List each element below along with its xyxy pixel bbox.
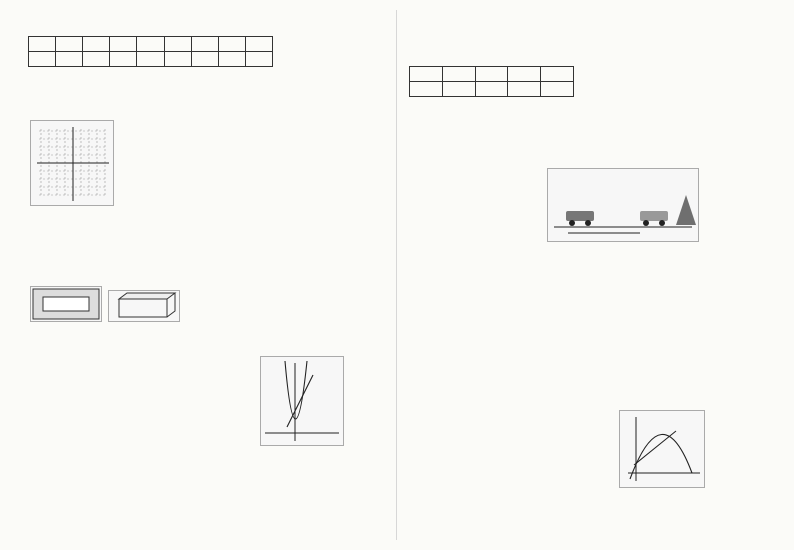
q23-line2 <box>409 350 779 360</box>
q18-cell <box>110 52 137 67</box>
q21b-cell <box>442 82 475 97</box>
q23-sub1 <box>413 364 773 374</box>
q19-sub1 <box>30 262 360 272</box>
q18-cell <box>56 52 83 67</box>
q21b-cell <box>508 82 541 97</box>
q23-sub2 <box>413 376 773 386</box>
q18-table <box>28 36 273 67</box>
q18-cell <box>218 37 245 52</box>
q18-cell <box>245 52 272 67</box>
q20-parabola-figure <box>260 356 344 446</box>
q18-cell <box>110 37 137 52</box>
q18-grid-figure <box>30 120 114 206</box>
q18-cell <box>83 52 110 67</box>
q19-sheet-figure <box>30 286 102 322</box>
q19-box-figure <box>108 290 180 322</box>
q21b-table <box>409 66 574 97</box>
q18-cell <box>137 52 164 67</box>
q21b-line2 <box>409 54 779 64</box>
q18-cell <box>56 37 83 52</box>
q19-sub2 <box>30 274 360 284</box>
q19-line2 <box>26 250 371 260</box>
section-three-title <box>409 246 749 258</box>
q21b-cell <box>508 67 541 82</box>
q18-cell <box>83 37 110 52</box>
q21-line3 <box>26 482 371 492</box>
q21b-cell <box>475 82 508 97</box>
q21b-cell <box>410 67 443 82</box>
q21b-p1 <box>413 154 773 164</box>
q18-title <box>26 24 366 36</box>
left-page-footer <box>145 532 265 542</box>
right-column <box>397 0 794 550</box>
q21b-cell <box>541 82 574 97</box>
q23-line1 <box>409 338 779 348</box>
q21b-line1 <box>409 42 779 52</box>
q18-sub1 <box>30 84 310 94</box>
q21b-cell <box>541 67 574 82</box>
section-two-title <box>26 228 366 240</box>
q18-cell <box>191 37 218 52</box>
q21b-problem <box>409 142 779 152</box>
q22-sub1 <box>413 276 773 286</box>
q18-cell <box>191 52 218 67</box>
q22-sub2 <box>413 288 773 298</box>
q18-cell <box>164 37 191 52</box>
q21-line4 <box>26 494 371 504</box>
q21-line2 <box>26 468 371 478</box>
q19-line1 <box>26 240 371 250</box>
q21b-cell <box>410 82 443 97</box>
q21b-braking-figure <box>547 168 699 242</box>
q23-sub3b <box>413 400 773 410</box>
q18-cell <box>164 52 191 67</box>
q21-line1 <box>26 458 371 468</box>
q18-cell <box>137 37 164 52</box>
q18-cell <box>29 37 56 52</box>
q21b-discovery <box>409 110 779 120</box>
q23-sub3 <box>413 388 773 398</box>
q18-sub2 <box>30 94 310 104</box>
q18-cell <box>29 52 56 67</box>
q21b-cell <box>442 67 475 82</box>
q23-parabola-figure <box>619 410 705 488</box>
q21b-cell <box>475 67 508 82</box>
q18-cell <box>245 37 272 52</box>
q22-line1 <box>409 262 779 272</box>
right-page-footer <box>519 532 669 542</box>
q21b-discovery2 <box>409 122 779 132</box>
q18-cell <box>218 52 245 67</box>
